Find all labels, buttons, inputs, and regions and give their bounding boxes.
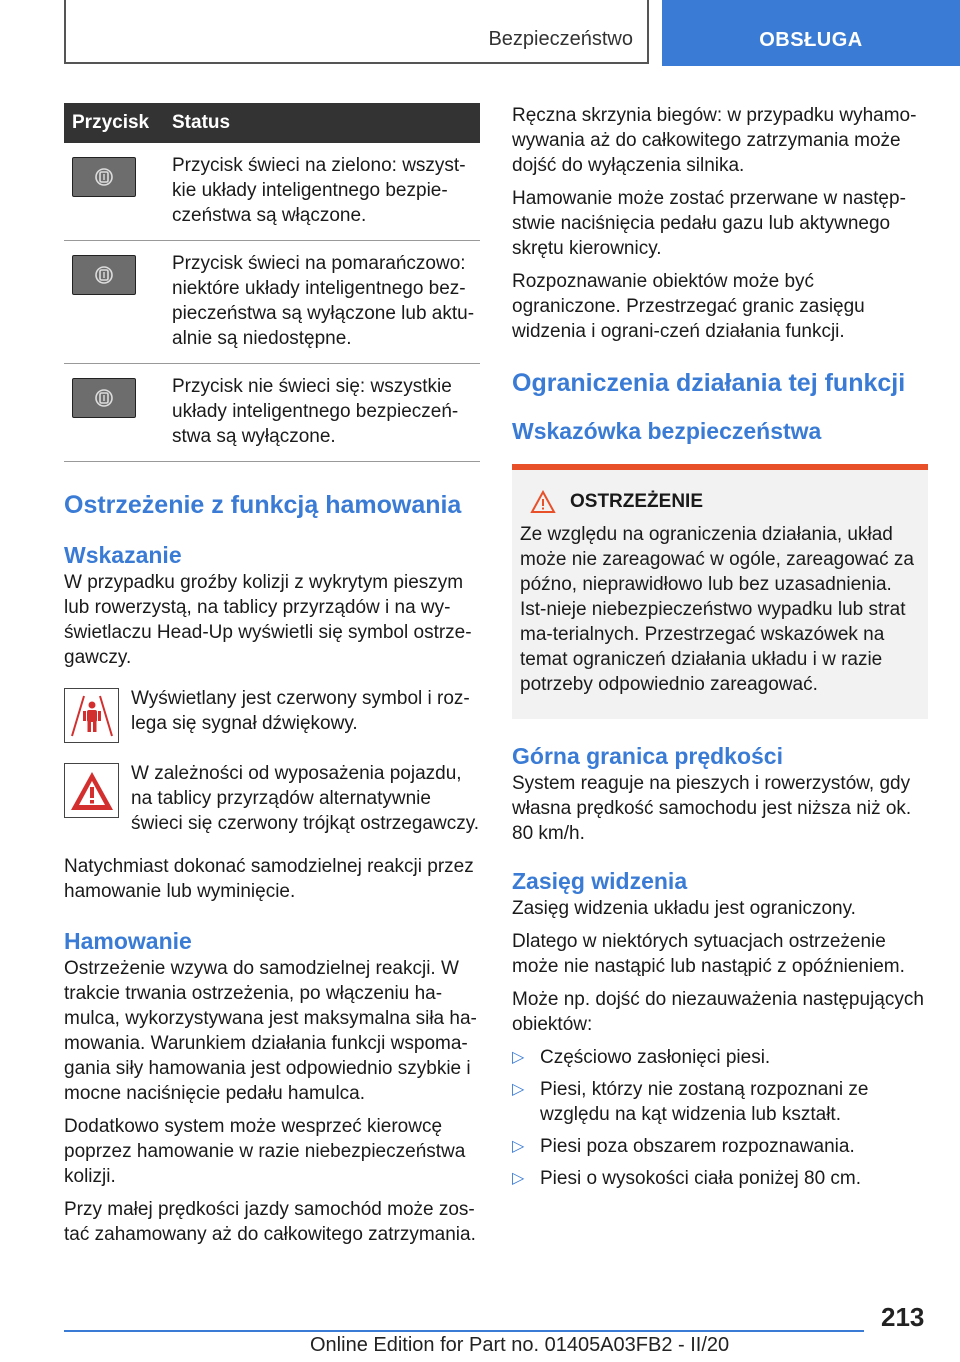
paragraph-react: Natychmiast dokonać samodzielnej reakcji przez hamowanie lub wyminięcie. bbox=[64, 856, 474, 902]
footer-edition: Online Edition for Part no. 01405A03FB2 - II/20 bbox=[310, 1334, 730, 1356]
heading-braking: Hamowanie bbox=[64, 928, 192, 954]
paragraph-braking-2: Dodatkowo system może wesprzeć kierowcę poprzez hamowanie w razie niebezpieczeństwa kolizji. bbox=[64, 1116, 466, 1187]
page-number: 213 bbox=[881, 1302, 925, 1332]
table-header-status: Status bbox=[168, 103, 480, 143]
paragraph-interrupt: Hamowanie może zostać przerwane w następ-stwie naciśnięcia pedału gazu lub aktywnego skrętu kierownicy. bbox=[512, 188, 906, 259]
warning-text: Ze względu na ograniczenia działania, układ może nie zareagować w ogóle, zareagować za późno, nieprawidłowo lub bez uzasadnienia. Ist-nieje niebezpieczeństwo wypadku lub strat ma-terialnych. Przestrzegać wskazówek na temat ograniczeń działania układu i w razie potrzeby odpowiednio zareagować. bbox=[520, 524, 914, 695]
footer-divider bbox=[64, 1330, 864, 1332]
heading-function-limits: Ograniczenia działania tej funkcji bbox=[512, 369, 906, 397]
header-section-title: Bezpieczeństwo bbox=[488, 28, 633, 50]
list-item: ▷ Piesi poza obszarem rozpoznawania. bbox=[512, 1136, 855, 1157]
button-status-table bbox=[64, 103, 480, 462]
table-cell-status: Przycisk nie świeci się: wszystkie układy inteligentnego bezpieczeń-stwa są wyłączone. bbox=[168, 364, 480, 462]
heading-speed-limit: Górna granica prędkości bbox=[512, 743, 783, 769]
triangle-bullet-icon: ▷ bbox=[512, 1170, 525, 1187]
triangle-bullet-icon: ▷ bbox=[512, 1049, 525, 1066]
table-cell-status: Przycisk świeci na pomarańczowo: niektóre układy inteligentnego bez-pieczeństwa są wyłączone lub aktu-alnie są niedostępne. bbox=[168, 241, 480, 364]
table-header-button: Przycisk bbox=[64, 103, 168, 143]
paragraph-indication: W przypadku groźby kolizji z wykrytym pieszym lub rowerzystą, na tablicy przyrządów i na wy-świetlaczu Head-Up wyświetli się symbol ostrze-gawczy. bbox=[64, 572, 472, 668]
header-frame bbox=[64, 0, 649, 64]
warning-title: OSTRZEŻENIE bbox=[570, 491, 704, 512]
warning-box bbox=[512, 464, 928, 719]
heading-safety-note: Wskazówka bezpieczeństwa bbox=[512, 418, 822, 444]
symbol-row-pedestrian bbox=[64, 686, 480, 743]
paragraph-braking-3: Przy małej prędkości jazdy samochód może zos-tać zahamowany aż do całkowitego zatrzymania. bbox=[64, 1199, 476, 1245]
paragraph-speed: System reaguje na pieszych i rowerzystów, gdy własna prędkość samochodu jest niższa niż ok. 80 km/h. bbox=[512, 773, 912, 844]
paragraph-range-3: Może np. dojść do niezauważenia następujących obiektów: bbox=[512, 989, 924, 1035]
list-item: ▷ Częściowo zasłonięci piesi. bbox=[512, 1047, 771, 1068]
table-row bbox=[64, 143, 480, 241]
heading-braking-warning: Ostrzeżenie z funkcją hamowania bbox=[64, 491, 462, 519]
warning-triangle-icon bbox=[64, 763, 119, 818]
paragraph-range-2: Dlatego w niektórych sytuacjach ostrzeżenie może nie nastąpić lub nastąpić z opóźnieniem. bbox=[512, 931, 905, 977]
symbol-row-triangle bbox=[64, 761, 480, 836]
paragraph-braking-1: Ostrzeżenie wzywa do samodzielnej reakcji. W trakcie trwania ostrzeżenia, po włączeniu ha-mulca, wykorzystywana jest maksymalna siła ha-mowania. Warunkiem działania funkcji wspoma-gania siły hamowania jest odpowiednio szybkie i mocne naciśnięcie pedału hamulca. bbox=[64, 958, 477, 1104]
symbol-pedestrian-text: Wyświetlany jest czerwony symbol i roz-lega się sygnał dźwiękowy. bbox=[131, 688, 470, 734]
table-row bbox=[64, 364, 480, 462]
table-row bbox=[64, 241, 480, 364]
heading-visibility-range: Zasięg widzenia bbox=[512, 868, 688, 894]
list-item: ▷ Piesi o wysokości ciała poniżej 80 cm. bbox=[512, 1168, 862, 1189]
pedestrian-warning-icon bbox=[64, 688, 119, 743]
heading-indication: Wskazanie bbox=[64, 542, 182, 568]
undetected-objects-list bbox=[512, 1045, 928, 1191]
warning-triangle-outline-icon bbox=[530, 490, 556, 514]
button-off-icon bbox=[72, 378, 136, 418]
left-column bbox=[64, 103, 480, 1255]
header-chapter-tab: OBSŁUGA bbox=[662, 0, 960, 66]
table-header-row bbox=[64, 103, 480, 143]
button-green-icon bbox=[72, 157, 136, 197]
triangle-bullet-icon: ▷ bbox=[512, 1081, 525, 1098]
paragraph-limited: Rozpoznawanie obiektów może być ograniczone. Przestrzegać granic zasięgu widzenia i ograni-czeń działania funkcji. bbox=[512, 271, 865, 342]
triangle-bullet-icon: ▷ bbox=[512, 1138, 525, 1155]
right-column bbox=[512, 103, 928, 1198]
table-cell-status: Przycisk świeci na zielono: wszyst-kie układy inteligentnego bezpie-czeństwa są włączone. bbox=[168, 143, 480, 241]
symbol-triangle-text: W zależności od wyposażenia pojazdu, na tablicy przyrządów alternatywnie świeci się czerwony trójkąt ostrzegawczy. bbox=[131, 763, 480, 834]
paragraph-manual-gearbox: Ręczna skrzynia biegów: w przypadku wyhamo-wywania aż do całkowitego zatrzymania może dojść do wyłączenia silnika. bbox=[512, 105, 917, 176]
button-orange-icon bbox=[72, 255, 136, 295]
paragraph-range-1: Zasięg widzenia układu jest ograniczony. bbox=[512, 898, 856, 919]
list-item: ▷ Piesi, którzy nie zostaną rozpoznani ze względu na kąt widzenia lub kształt. bbox=[512, 1079, 869, 1125]
